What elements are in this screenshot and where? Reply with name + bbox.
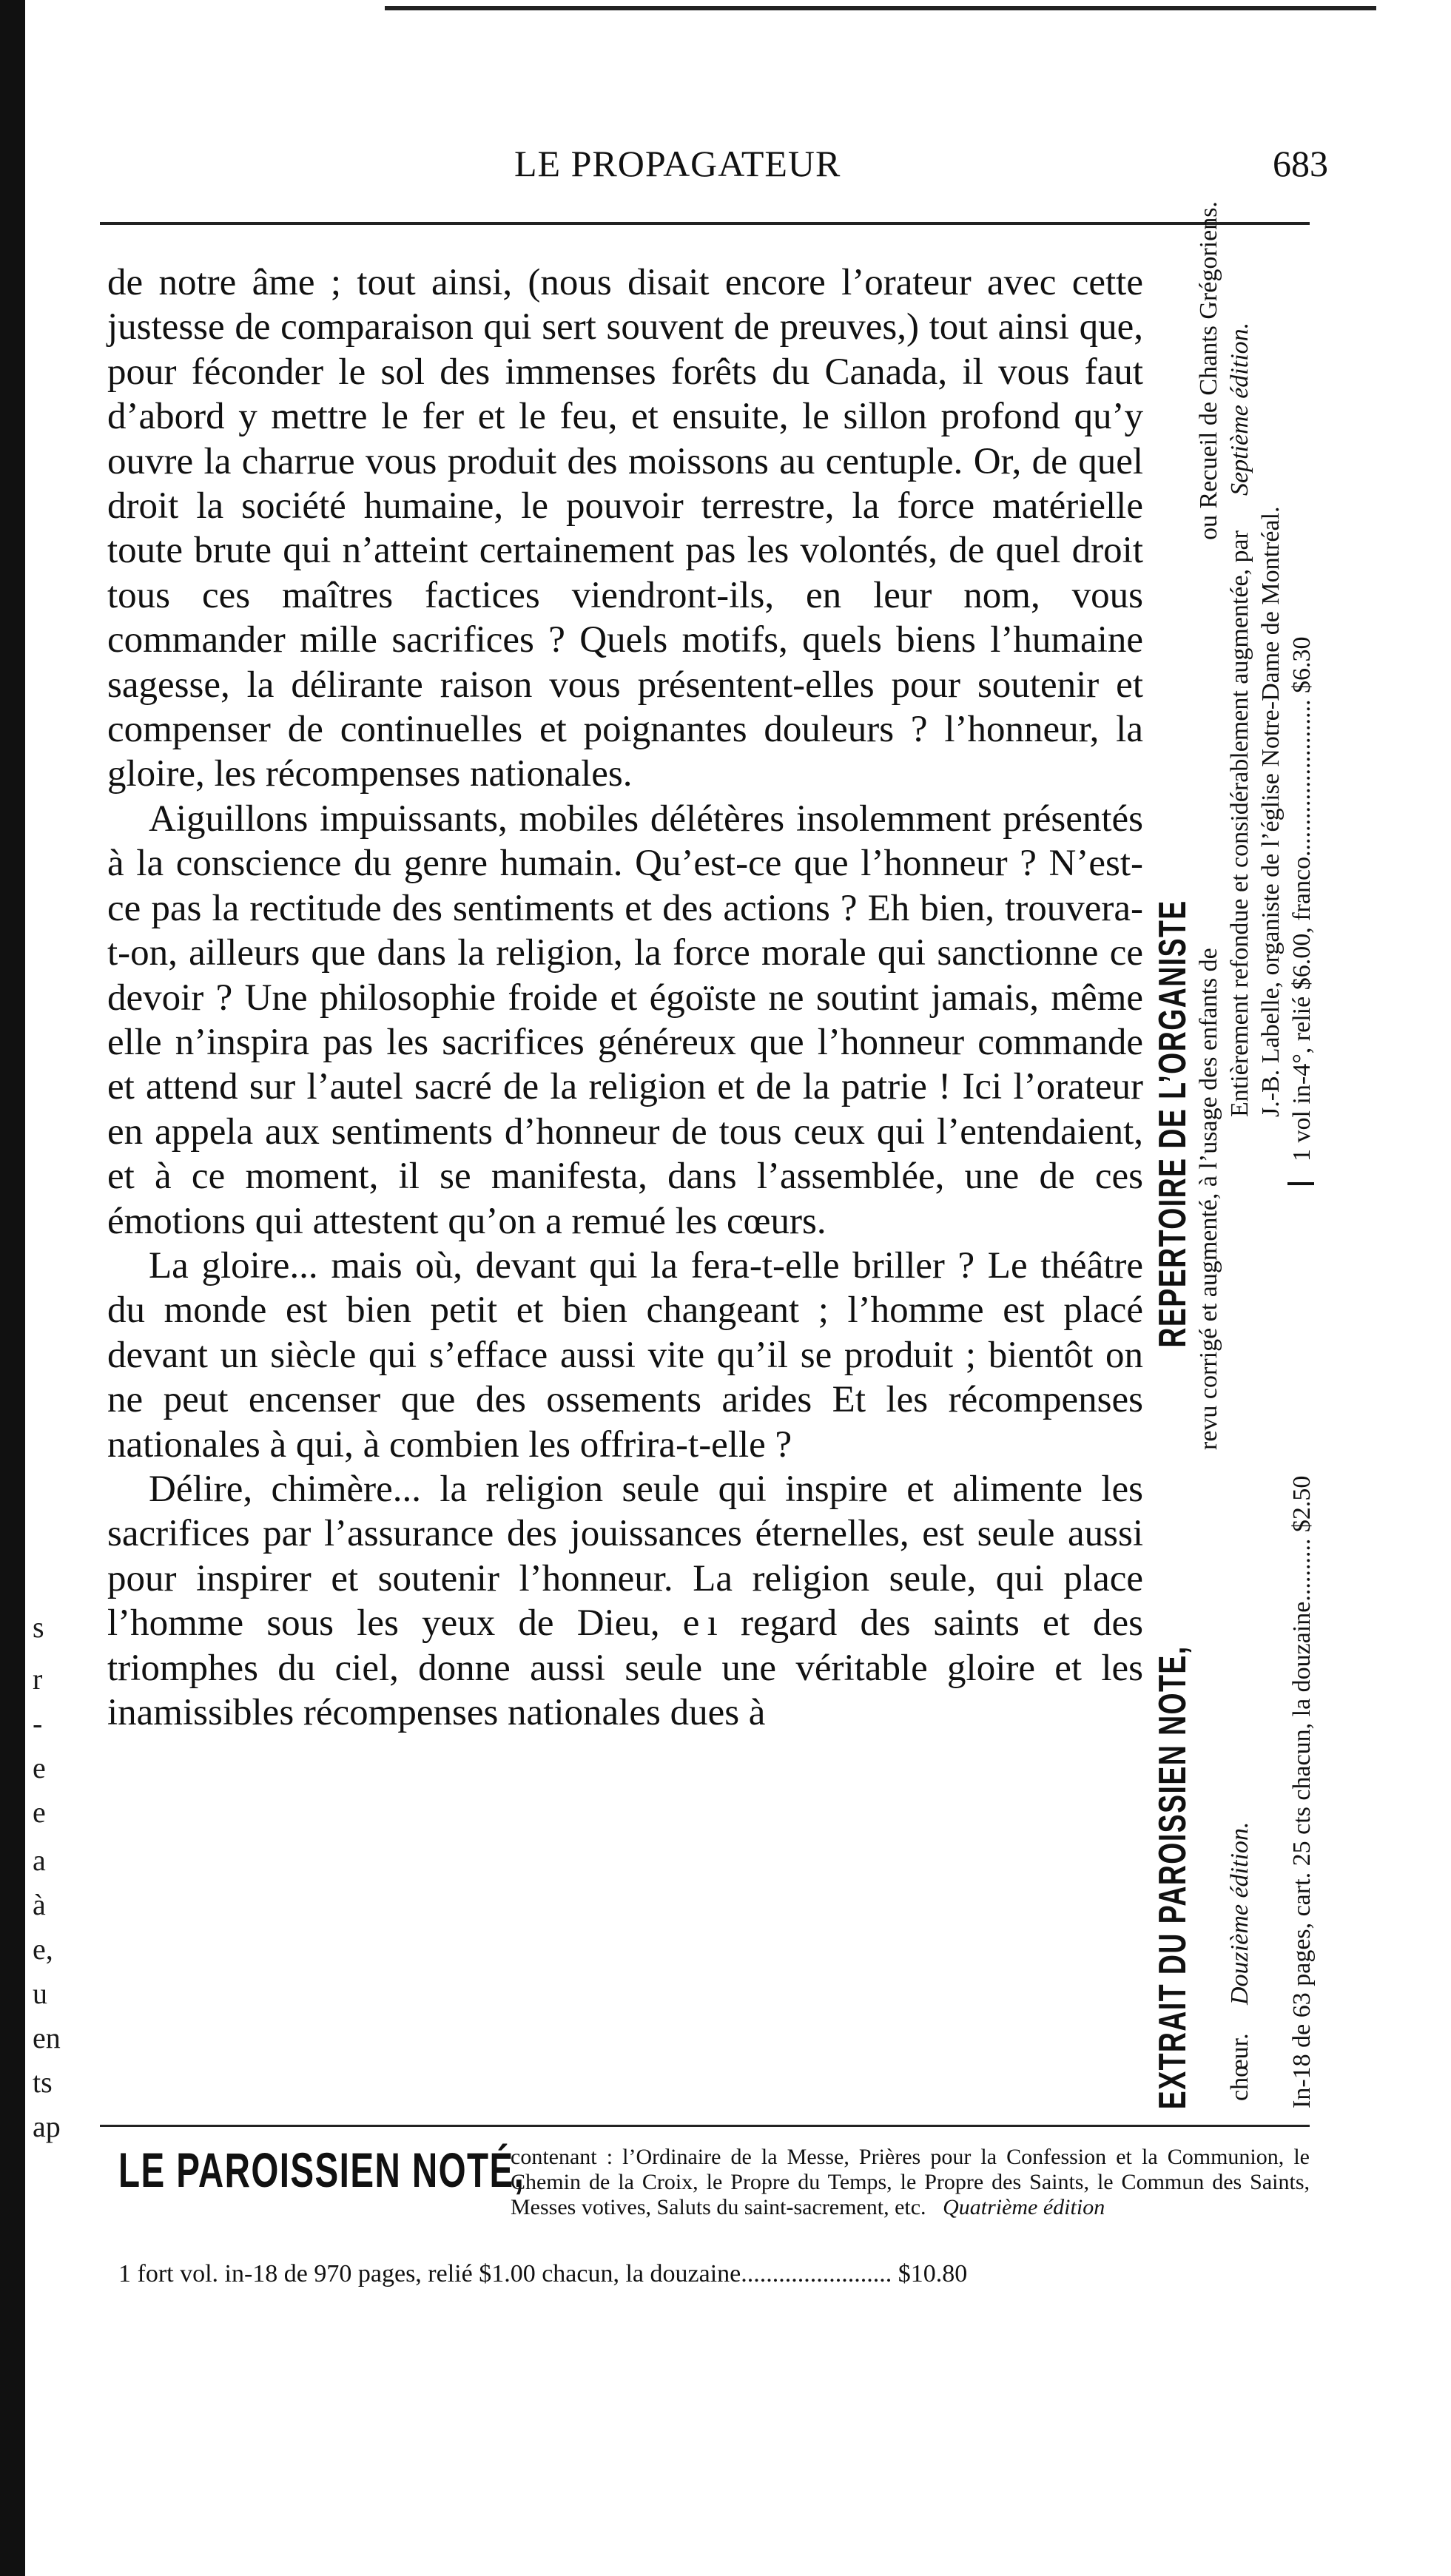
repertoire-price: 1 vol in-4°, relié $6.00, franco......................... $6.30 bbox=[1288, 636, 1316, 1161]
paroissien-price: 1 fort vol. in-18 de 970 pages, relié $1.00 chacun, la douzaine........................ $10.80 bbox=[118, 2260, 968, 2287]
side-advertisements bbox=[1147, 201, 1317, 2131]
bottom-advertisement bbox=[118, 2142, 1310, 2290]
margin-fragment: e, bbox=[33, 1932, 53, 1966]
article-body bbox=[107, 260, 1143, 1735]
side-ad-title-column bbox=[1147, 237, 1194, 2131]
margin-fragment: e bbox=[33, 1751, 46, 1784]
paroissien-description bbox=[511, 2145, 1310, 2220]
journal-title: LE PROPAGATEUR bbox=[514, 143, 841, 184]
extrait-line1: revu corrigé et augmenté, à l’usage des enfants de bbox=[1195, 948, 1222, 1450]
repertoire-line3: J.-B. Labelle, organiste de l’église Notre-Dame de Montréal. bbox=[1257, 506, 1285, 1117]
extrait-line2: chœur. bbox=[1226, 2033, 1253, 2101]
page-number: 683 bbox=[1273, 143, 1328, 184]
margin-fragment: ap bbox=[33, 2110, 61, 2143]
margin-fragment: a bbox=[33, 1844, 46, 1877]
paragraph: de notre âme ; tout ainsi, (nous disait encore l’orateur avec cette justesse de comparaison qui sert souvent de preuves,) tout ainsi que, pour féconder le sol des immenses forêts du Canada, il vous faut d’abord y mettre le fer et le feu, et ensuite, le sillon profond qu’y ouvre la charrue vous produit des moissons au centuple. Or, de quel droit la société humaine, le pouvoir terrestre, la force matérielle toute brute qui n’atteint certainement pas les volontés, de quel droit tous ces maîtres factices viendront-ils, en leur nom, vous commander mille sacrifices ? Quels motifs, quels biens l’humaine sagesse, la délirante raison vous présentent-elles pour soutenir et compenser de continuelles et poignantes douleurs ? l’honneur, la gloire, les récompenses nationales. bbox=[107, 262, 1143, 795]
extrait-edition: Douzième édition. bbox=[1226, 1821, 1253, 2005]
paragraph: Aiguillons impuissants, mobiles délétères insolemment présentés à la conscience du genre humain. Qu’est-ce que l’honneur ? N’est-ce pas la rectitude des sentiments et des actions ? Eh bien, trouvera-t-on, ailleurs que dans la religion, la force morale qui sanctionne ce devoir ? Une philosophie froide et égoïste ne soutint jamais, même elle n’inspira pas les sacrifices généreux que l’honneur commande et attend sur l’autel sacré de la religion et de la patrie ! Ici l’orateur en appela aux sentiments d’honneur de tous ceux qui l’entendaient, et à ce moment, il se manifesta, dans l’assemblée, une de ces émotions qui attestent qu’on a remué les cœurs. bbox=[107, 798, 1143, 1242]
margin-fragment: u bbox=[33, 1977, 47, 2010]
top-page-edge bbox=[385, 6, 1376, 10]
margin-fragment: à bbox=[33, 1888, 46, 1921]
left-page-gutter bbox=[0, 0, 25, 2576]
repertoire-title: REPERTOIRE DE L’ORGANISTE bbox=[1151, 900, 1194, 1348]
running-head bbox=[100, 142, 1328, 186]
margin-fragment: s bbox=[33, 1611, 44, 1644]
paragraph: La gloire... mais où, devant qui la fera-t-elle briller ? Le théâtre du monde est bien petit et bien changeant ; l’homme est placé devant un siècle qui s’efface aussi vite qu’il se produit ; bientôt on ne peut encenser que des ossements arides Et les récompenses nationales à qui, à combien les offrira-t-elle ? bbox=[107, 1244, 1143, 1466]
side-ad-divider bbox=[1287, 1182, 1314, 1185]
extrait-price: In-18 de 63 pages, cart. 25 cts chacun, la douzaine.......... $2.50 bbox=[1288, 1475, 1316, 2108]
side-ad-line-column-3 bbox=[1255, 237, 1287, 2131]
margin-fragment: e bbox=[33, 1796, 46, 1829]
margin-fragment: - bbox=[33, 1707, 43, 1740]
margin-fragment: en bbox=[33, 2021, 61, 2054]
extrait-title: EXTRAIT DU PAROISSIEN NOTE, bbox=[1151, 1645, 1194, 2110]
side-ad-line-column-1 bbox=[1193, 201, 1225, 2131]
repertoire-subtitle: ou Recueil de Chants Grégoriens. bbox=[1195, 201, 1222, 540]
margin-fragment: ts bbox=[33, 2066, 53, 2099]
paroissien-title: LE PAROISSIEN NOTÉ, bbox=[118, 2142, 525, 2197]
repertoire-line2: Entièrement refondue et considérablement augmentée, par bbox=[1226, 530, 1253, 1117]
paroissien-edition: Quatrième édition bbox=[943, 2195, 1105, 2219]
paroissien-contents: contenant : l’Ordinaire de la Messe, Prières pour la Confession et la Communion, le Chemin de la Croix, le Propre du Temps, le Propre des Saints, le Commun des Saints, Messes votives, Saluts du saint-sacrement, etc. bbox=[511, 2145, 1310, 2219]
paragraph: Délire, chimère... la religion seule qui inspire et alimente les sacrifices par l’assurance des jouissances éternelles, est seule aussi pour inspirer et soutenir l’honneur. La religion seule, qui place l’homme sous les yeux de Dieu, e ı regard des saints et des triomphes du ciel, donne aussi seule une véritable gloire et les inamissibles récompenses nationales dues à bbox=[107, 1468, 1143, 1733]
repertoire-edition: Septième édition. bbox=[1226, 322, 1253, 496]
side-ad-line-column-2 bbox=[1224, 237, 1256, 2131]
header-rule bbox=[100, 222, 1310, 225]
margin-fragment: r bbox=[33, 1662, 43, 1696]
footer-rule bbox=[100, 2125, 1310, 2127]
